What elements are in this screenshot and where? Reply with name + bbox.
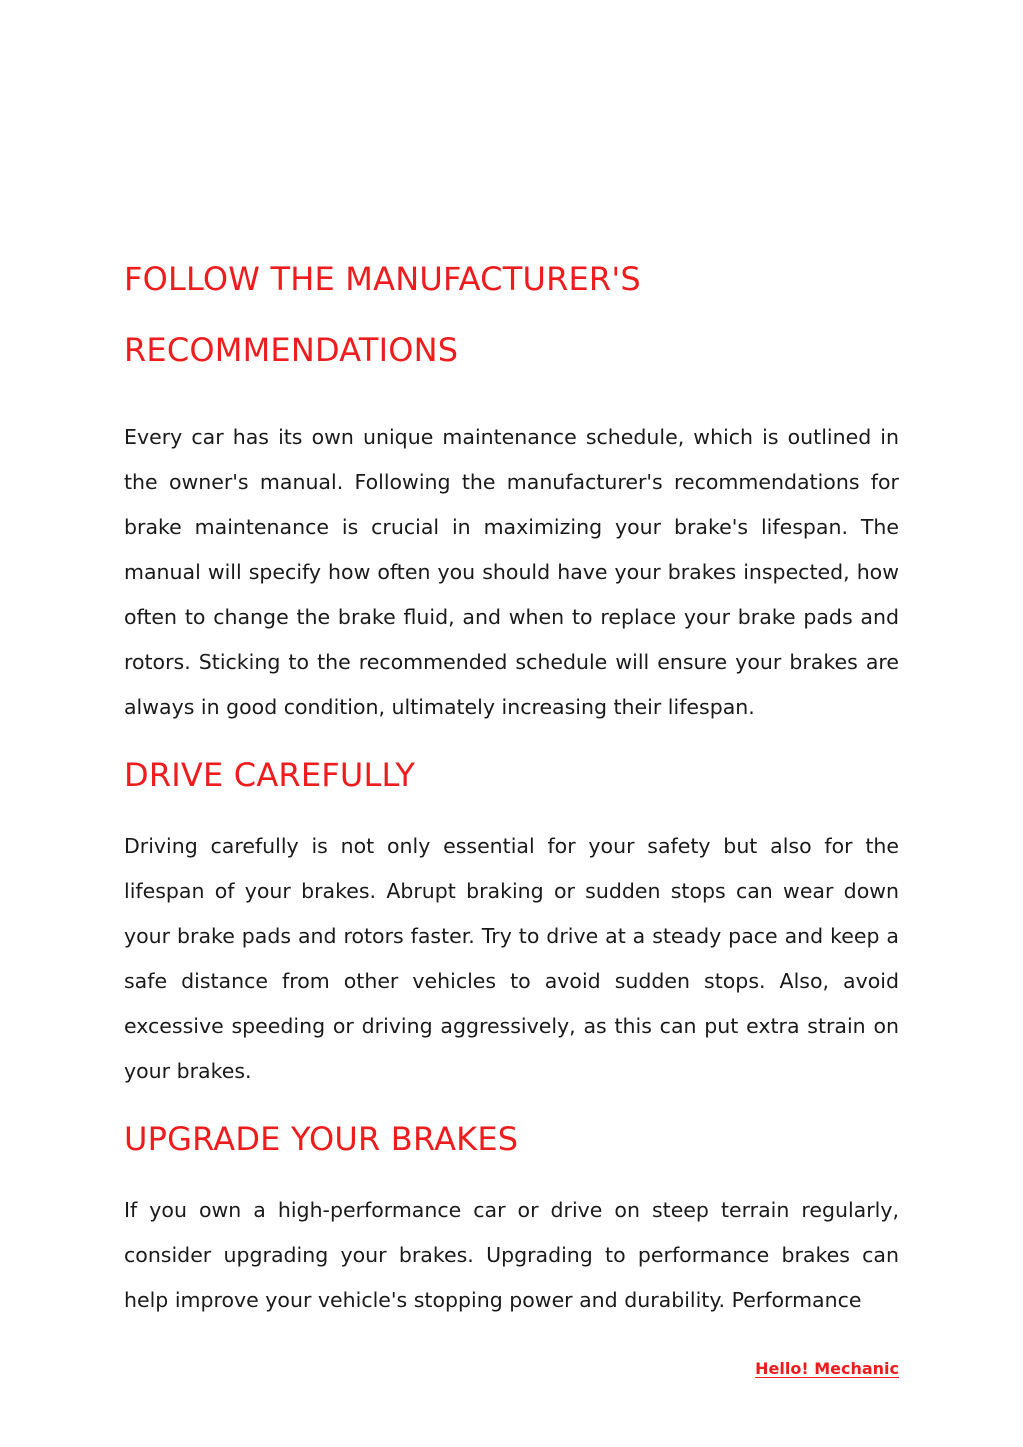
document-page: [124, 244, 899, 1323]
section-heading-upgrade-brakes: UPGRADE YOUR BRAKES: [124, 1120, 519, 1158]
footer-brand-link[interactable]: Hello! Mechanic: [755, 1359, 899, 1378]
section-heading-manufacturer-recommendations: FOLLOW THE MANUFACTURER'S RECOMMENDATIONS: [124, 260, 641, 369]
section-heading-drive-carefully: DRIVE CAREFULLY: [124, 756, 416, 794]
section-body-manufacturer-recommendations: Every car has its own unique maintenance schedule, which is outlined in the owner's manual. Following the manufacturer's recommendations for brake maintenance is crucial in maximizing your brake's lifespan. The manual will specify how often you should have your brakes inspected, how often to change the brake fluid, and when to replace your brake pads and rotors. Sticking to the recommended schedule will ensure your brakes are always in good condition, ultimately increasing their lifespan.: [124, 425, 899, 719]
section-body-upgrade-brakes: If you own a high-performance car or drive on steep terrain regularly, consider upgrading your brakes. Upgrading to performance brakes can help improve your vehicle's stopping power and durability. Performance: [124, 1198, 899, 1312]
section-body-drive-carefully: Driving carefully is not only essential for your safety but also for the lifespan of your brakes. Abrupt braking or sudden stops can wear down your brake pads and rotors faster. Try to drive at a steady pace and keep a safe distance from other vehicles to avoid sudden stops. Also, avoid excessive speeding or driving aggressively, as this can put extra strain on your brakes.: [124, 834, 899, 1083]
